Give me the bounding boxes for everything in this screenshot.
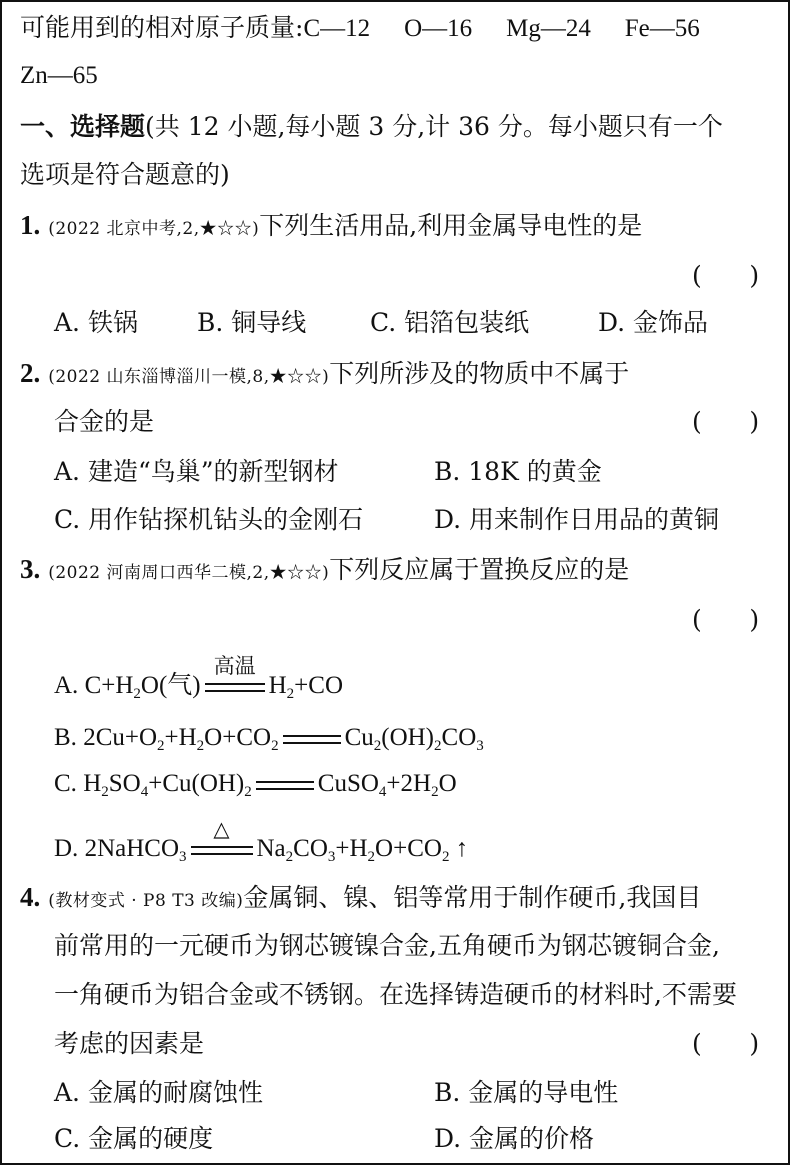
question-2-answer-blank[interactable]: ( ) xyxy=(692,407,760,436)
q4-option-c[interactable]: C. 金属的硬度 xyxy=(54,1124,214,1153)
question-2-text-cont: 合金的是 xyxy=(54,407,155,436)
mass-fe: Fe—56 xyxy=(624,15,700,42)
mass-c: C—12 xyxy=(303,15,371,42)
question-3-text: 下列反应属于置换反应的是 xyxy=(329,555,630,584)
q1-option-d[interactable]: D. 金饰品 xyxy=(598,308,709,337)
mass-mg: Mg—24 xyxy=(506,15,591,42)
q1-option-b[interactable]: B. 铜导线 xyxy=(197,308,307,337)
atomic-mass-label: 可能用到的相对原子质量: xyxy=(20,13,304,42)
q3-b-equals-sign xyxy=(283,735,341,744)
q3-option-d-label: D. xyxy=(54,835,79,862)
section-instruction-2: 选项是符合题意的) xyxy=(20,160,230,189)
mass-zn: Zn—65 xyxy=(20,62,98,89)
q3-option-a[interactable]: A. $C+H_2O$(气) 高温 $H_2+CO$ xyxy=(54,653,343,702)
question-4-answer-blank[interactable]: ( ) xyxy=(692,1029,760,1058)
question-4-text-4: 考虑的因素是 xyxy=(54,1029,205,1058)
question-2-source: (2022 山东淄博淄川一模,8,★☆☆) xyxy=(48,367,330,387)
q3-c-equals-sign xyxy=(256,781,314,790)
question-1-stem xyxy=(20,201,788,253)
q3-option-c-label: C. xyxy=(54,770,77,797)
question-4-text-2: 前常用的一元硬币为钢芯镀镍合金,五角硬币为钢芯镀铜合金, xyxy=(54,931,720,960)
q3-option-d[interactable]: D. 2NaHCO$_3$ △ $Na_2CO_3+H_2O+CO_2$ ↑ xyxy=(54,816,469,865)
q4-option-b[interactable]: B. 金属的导电性 xyxy=(434,1078,619,1107)
section-header xyxy=(20,103,788,151)
q3-a-equals-sign xyxy=(205,653,265,692)
question-4-number: 4. xyxy=(20,882,41,912)
question-3-source: (2022 河南周口西华二模,2,★☆☆) xyxy=(48,563,330,583)
question-2-number: 2. xyxy=(20,358,41,388)
q3-d-condition: △ xyxy=(213,816,230,841)
question-4-text-3: 一角硬币为铝合金或不锈钢。在选择铸造硬币的材料时,不需要 xyxy=(54,980,737,1009)
gas-up-arrow-icon: ↑ xyxy=(455,835,469,862)
question-3-answer-blank[interactable]: ( ) xyxy=(692,605,760,634)
section-title: 一、选择题 xyxy=(20,112,146,141)
q2-option-a[interactable]: A. 建造“鸟巢”的新型钢材 xyxy=(54,457,339,486)
section-instruction-1: (共 12 小题,每小题 3 分,计 36 分。每小题只有一个 xyxy=(145,112,723,141)
mass-o: O—16 xyxy=(404,15,473,42)
q1-option-c[interactable]: C. 铝箔包装纸 xyxy=(370,308,530,337)
q3-a-condition: 高温 xyxy=(213,653,256,678)
q3-option-b-label: B. xyxy=(54,724,77,751)
question-3-number: 3. xyxy=(20,554,41,584)
question-1-text: 下列生活用品,利用金属导电性的是 xyxy=(259,211,643,240)
question-2-stem xyxy=(20,349,788,401)
q3-option-b[interactable]: B. $2Cu+O_2+H_2O+CO_2$ $Cu_2(OH)_2CO_3$ xyxy=(54,724,484,754)
question-1-number: 1. xyxy=(20,210,41,240)
q3-option-c[interactable]: C. $H_2SO_4+Cu(OH)_2$ $CuSO_4+2H_2O$ xyxy=(54,770,457,800)
q2-option-b[interactable]: B. 18K 的黄金 xyxy=(434,457,602,486)
atomic-mass-line xyxy=(20,4,788,53)
question-3-stem xyxy=(20,545,788,597)
question-4-source: (教材变式 · P8 T3 改编) xyxy=(48,891,244,911)
q3-d-equals-sign xyxy=(191,816,253,855)
q2-option-c[interactable]: C. 用作钻探机钻头的金刚石 xyxy=(54,505,364,534)
q2-option-d[interactable]: D. 用来制作日用品的黄铜 xyxy=(434,505,720,534)
q4-option-d[interactable]: D. 金属的价格 xyxy=(434,1124,595,1153)
question-1-answer-blank[interactable]: ( ) xyxy=(692,261,760,290)
q3-option-a-label: A. xyxy=(54,672,79,699)
q4-option-a[interactable]: A. 金属的耐腐蚀性 xyxy=(54,1078,263,1107)
question-4-text: 金属铜、镍、铝等常用于制作硬币,我国目 xyxy=(243,883,702,912)
question-1-source: (2022 北京中考,2,★☆☆) xyxy=(48,219,260,239)
question-2-text: 下列所涉及的物质中不属于 xyxy=(329,359,630,388)
question-4-stem xyxy=(20,873,788,925)
q1-option-a[interactable]: A. 铁锅 xyxy=(54,308,138,337)
